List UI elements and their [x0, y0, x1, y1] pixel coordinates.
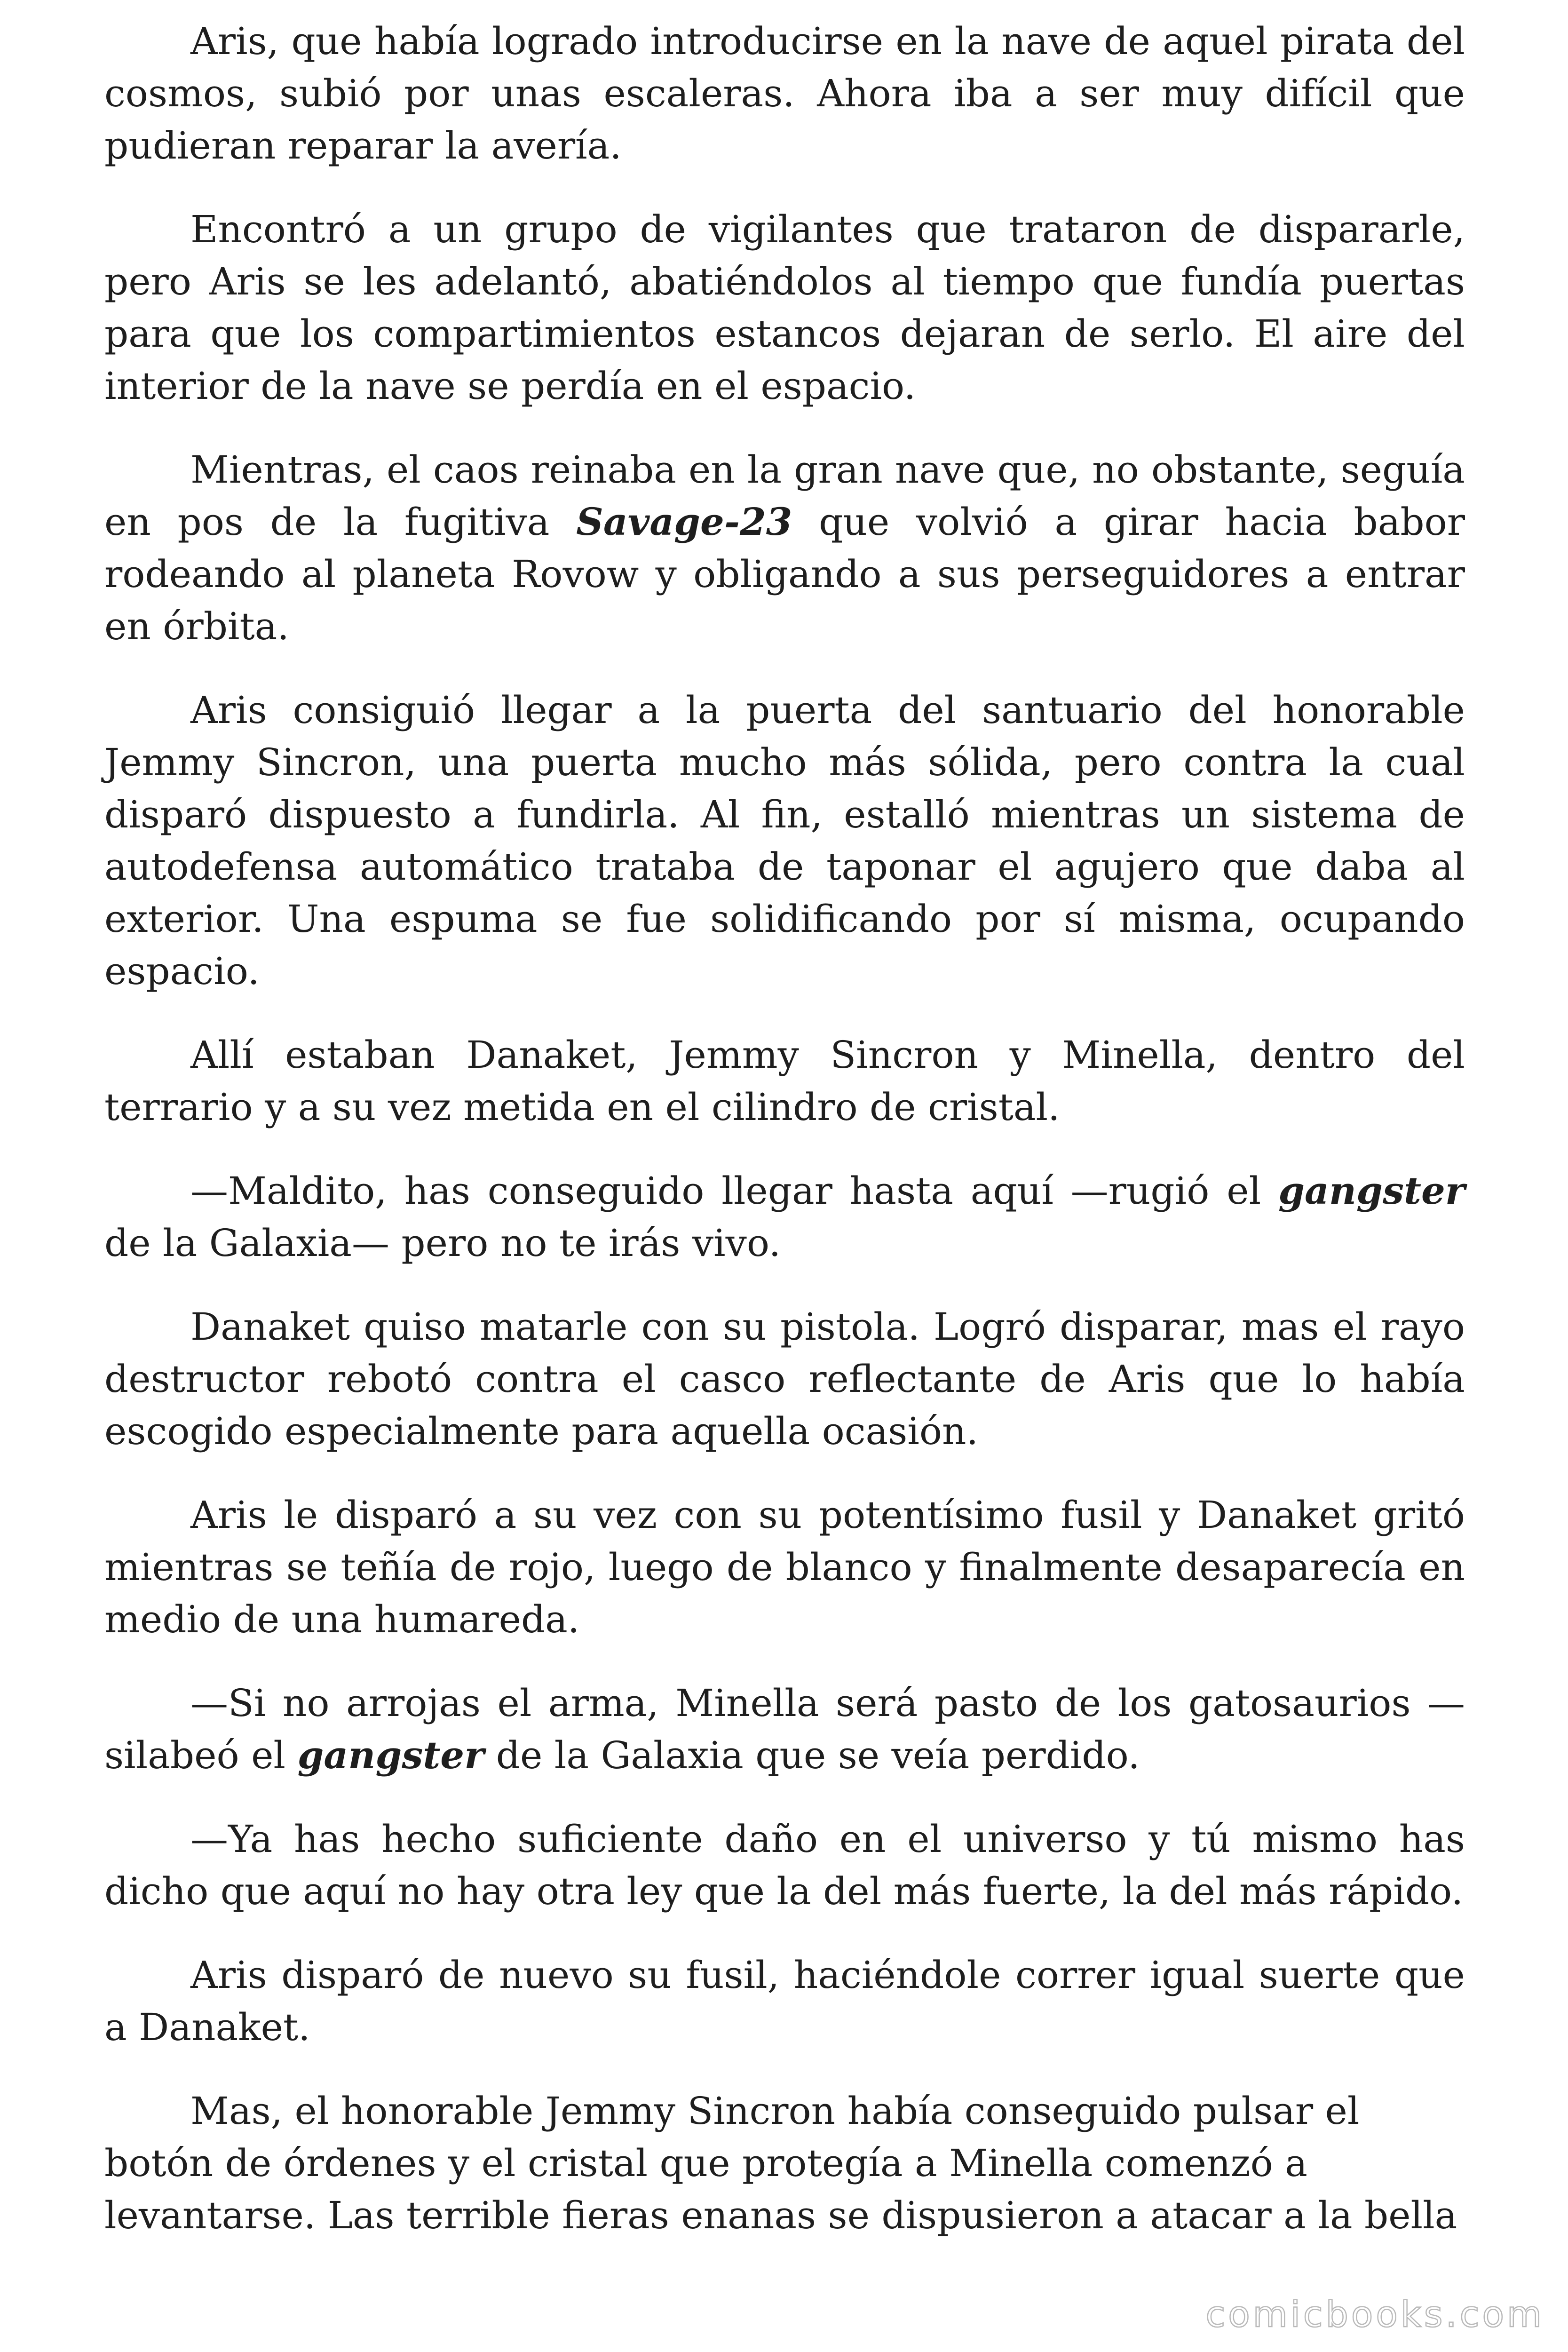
- watermark: comicbooks.com: [1205, 2293, 1544, 2335]
- paragraph-12: [104, 2085, 1465, 2241]
- paragraph-3: [104, 444, 1465, 652]
- paragraph-7: [104, 1301, 1465, 1457]
- body-text: [104, 15, 1465, 2273]
- paragraph-2: [104, 203, 1465, 412]
- text-run: Aris le disparó a su vez con su potentísimo fusil y Danaket gritó mientras se teñía de rojo, luego de blanco y finalmente desaparecía en medio de una humareda.: [104, 1493, 1465, 1641]
- gangster-emphasis: gangster: [1278, 1168, 1465, 1213]
- paragraph-1: [104, 15, 1465, 172]
- text-run: —Ya has hecho suficiente daño en el universo y tú mismo has dicho que aquí no hay otra ley que la del más fuerte, la del más rápido.: [104, 1817, 1465, 1913]
- text-run: Aris, que había logrado introducirse en la nave de aquel pirata del cosmos, subió por unas escaleras. Ahora iba a ser muy difícil que pudieran reparar la avería.: [104, 19, 1465, 167]
- text-run: de la Galaxia— pero no te irás vivo.: [104, 1221, 781, 1265]
- gangster-emphasis: gangster: [297, 1733, 484, 1777]
- text-run: Encontró a un grupo de vigilantes que trataron de dispararle, pero Aris se les adelantó, abatiéndolos al tiempo que fundía puertas para que los compartimientos estancos dejaran de serlo. El aire del interior de la nave se perdía en el espacio.: [104, 207, 1465, 408]
- paragraph-8: [104, 1489, 1465, 1645]
- ship-name-emphasis: Savage-23: [576, 500, 792, 544]
- paragraph-9: [104, 1677, 1465, 1781]
- paragraph-6: [104, 1165, 1465, 1269]
- text-run: Aris disparó de nuevo su fusil, haciéndole correr igual suerte que a Danaket.: [104, 1953, 1465, 2049]
- text-run: —Si no arrojas el arma, Minella será pasto de los gatosaurios —silabeó el: [104, 1681, 1465, 1777]
- text-run: de la Galaxia que se veía perdido.: [484, 1733, 1140, 1777]
- text-run: Allí estaban Danaket, Jemmy Sincron y Minella, dentro del terrario y a su vez metida en el cilindro de cristal.: [104, 1033, 1465, 1129]
- paragraph-4: [104, 684, 1465, 997]
- text-run: —Maldito, has conseguido llegar hasta aquí —rugió el: [190, 1169, 1279, 1213]
- text-run: Mas, el honorable Jemmy Sincron había conseguido pulsar el botón de órdenes y el cristal que protegía a Minella comenzó a levantarse. Las terrible fieras enanas se dispusieron a atacar a la bella: [104, 2089, 1457, 2237]
- text-run: que volvió a girar hacia babor rodeando al planeta Rovow y obligando a sus perseguidores a entrar en órbita.: [104, 500, 1465, 648]
- paragraph-5: [104, 1029, 1465, 1133]
- text-run: Danaket quiso matarle con su pistola. Logró disparar, mas el rayo destructor rebotó contra el casco reflectante de Aris que lo había escogido especialmente para aquella ocasión.: [104, 1305, 1465, 1453]
- text-run: Aris consiguió llegar a la puerta del santuario del honorable Jemmy Sincron, una puerta mucho más sólida, pero contra la cual disparó dispuesto a fundirla. Al fin, estalló mientras un sistema de autodefensa automático trataba de taponar el agujero que daba al exterior. Una espuma se fue solidificando por sí misma, ocupando espacio.: [104, 688, 1465, 993]
- text-run: Mientras, el caos reinaba en la gran nave que, no obstante, seguía en pos de la fugitiva: [104, 448, 1465, 544]
- paragraph-11: [104, 1949, 1465, 2053]
- paragraph-10: [104, 1813, 1465, 1917]
